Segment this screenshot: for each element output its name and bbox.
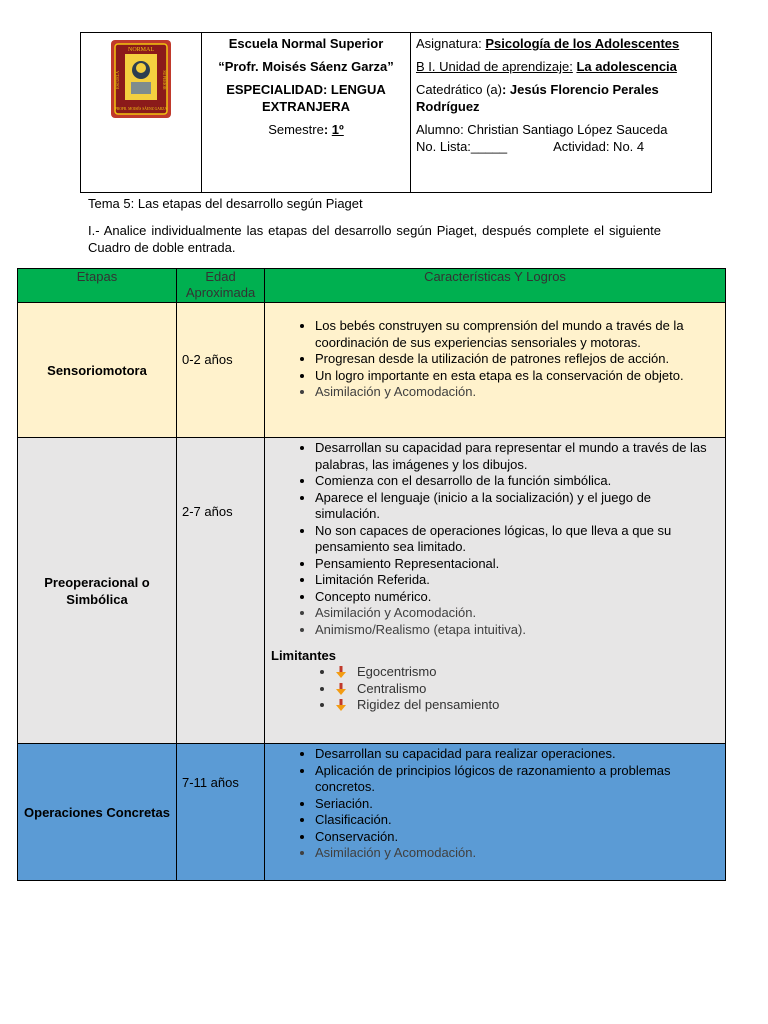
list-item: • Aparece el lenguaje (inicio a la socialización) y el juego de simulación.: [315, 490, 715, 523]
school-full-name: “Profr. Moisés Sáenz Garza”: [218, 59, 394, 74]
school-logo-icon: [111, 40, 171, 118]
teacher-line: [416, 81, 706, 115]
limits-list: [265, 664, 725, 714]
list-item: • Progresan desde la utilización de patrones reflejos de acción.: [315, 351, 715, 368]
limit-label: Egocentrismo: [357, 664, 437, 679]
characteristics-list: [265, 746, 725, 862]
list-activity-line: [416, 138, 706, 155]
table-row: [18, 744, 726, 881]
list-item: • Concepto numérico.: [315, 589, 715, 606]
header-age: Edad Aproximada: [177, 269, 265, 303]
list-item: • Asimilación y Acomodación.: [315, 384, 715, 401]
semester-value: 1º: [331, 122, 344, 137]
semester-colon: :: [323, 122, 332, 137]
list-item: • Pensamiento Representacional.: [315, 556, 715, 573]
topic-title: Tema 5: Las etapas del desarrollo según Piaget: [88, 196, 363, 211]
stage-characteristics: [265, 744, 726, 881]
list-item: • Un logro importante en esta etapa es la conservación de objeto.: [315, 368, 715, 385]
semester-label: Semestre: [268, 122, 324, 137]
list-item: • Asimilación y Acomodación.: [315, 845, 715, 862]
teacher-label: Catedrático (a): [416, 82, 502, 97]
unit-line: [416, 58, 706, 75]
logo-left-text: ESCUELA: [115, 71, 120, 89]
logo-right-text: SUPERIOR: [162, 70, 167, 90]
limit-item: [335, 664, 725, 681]
arrow-down-icon: [335, 699, 347, 711]
characteristics-list: [265, 318, 725, 401]
stage-characteristics: [265, 303, 726, 438]
stage-age: 2-7 años: [177, 438, 265, 744]
list-item: • Aplicación de principios lógicos de razonamiento a problemas concretos.: [315, 763, 715, 796]
logo-bottom-text: PROFR. MOISÉS SÁENZ GARZA: [114, 107, 168, 111]
list-item: • Los bebés construyen su comprensión del mundo a través de la coordinación de sus experiencias sensoriales y motoras.: [315, 318, 715, 351]
limit-item: [335, 681, 725, 698]
subject-label: Asignatura:: [416, 36, 486, 51]
instruction-text: I.- Analice individualmente las etapas del desarrollo según Piaget, después complete el siguiente Cuadro de doble entrada.: [88, 223, 661, 255]
list-item: • No son capaces de operaciones lógicas, lo que lleva a que su pensamiento sea limitado.: [315, 523, 715, 556]
table-row: [18, 303, 726, 438]
stage-age: 7-11 años: [177, 744, 265, 881]
stage-name: Sensoriomotora: [18, 303, 177, 438]
school-name: Escuela Normal Superior: [228, 36, 384, 51]
unit-value: La adolescencia: [576, 59, 677, 74]
table-row: [18, 438, 726, 744]
semester: [207, 121, 405, 138]
stage-age: 0-2 años: [177, 303, 265, 438]
arrow-down-icon: [335, 683, 347, 695]
student: Alumno: Christian Santiago López Sauceda: [416, 122, 668, 137]
limit-item: [335, 697, 725, 714]
header-table: [80, 32, 712, 193]
specialty: ESPECIALIDAD: LENGUA EXTRANJERA: [226, 82, 386, 114]
subject-value: Psicología de los Adolescentes: [485, 36, 680, 51]
characteristics-list: [265, 440, 725, 638]
stages-table: [17, 268, 726, 881]
teacher-value: : Jesús Florencio Perales Rodríguez: [416, 82, 659, 114]
list-item: • Asimilación y Acomodación.: [315, 605, 715, 622]
activity-number: Actividad: No. 4: [553, 139, 645, 154]
list-item: • Clasificación.: [315, 812, 715, 829]
stage-name: Preoperacional o Simbólica: [18, 438, 177, 744]
list-item: • Desarrollan su capacidad para representar el mundo a través de las palabras, las imágenes y los dibujos.: [315, 440, 715, 473]
list-item: • Comienza con el desarrollo de la función simbólica.: [315, 473, 715, 490]
logo-top-text: NORMAL: [127, 47, 155, 53]
list-item: • Limitación Referida.: [315, 572, 715, 589]
unit-label: B I. Unidad de aprendizaje:: [416, 59, 573, 74]
info-cell: [411, 33, 712, 193]
limit-label: Centralismo: [357, 680, 427, 696]
list-item: • Animismo/Realismo (etapa intuitiva).: [315, 622, 715, 639]
stage-name: Operaciones Concretas: [18, 744, 177, 881]
table-header-row: [18, 269, 726, 303]
header-stage: Etapas: [18, 269, 177, 303]
list-number: No. Lista:_____: [416, 139, 508, 154]
list-item: • Desarrollan su capacidad para realizar operaciones.: [315, 746, 715, 763]
subject-line: [416, 35, 706, 52]
list-item: • Conservación.: [315, 829, 715, 846]
logo-cell: [81, 33, 202, 193]
school-cell: [202, 33, 411, 193]
arrow-down-icon: [335, 666, 347, 678]
stage-characteristics: [265, 438, 726, 744]
limit-label: Rigidez del pensamiento: [357, 697, 500, 712]
header-characteristics: Características Y Logros: [265, 269, 726, 303]
list-item: • Seriación.: [315, 796, 715, 813]
limits-title: Limitantes: [271, 648, 337, 663]
